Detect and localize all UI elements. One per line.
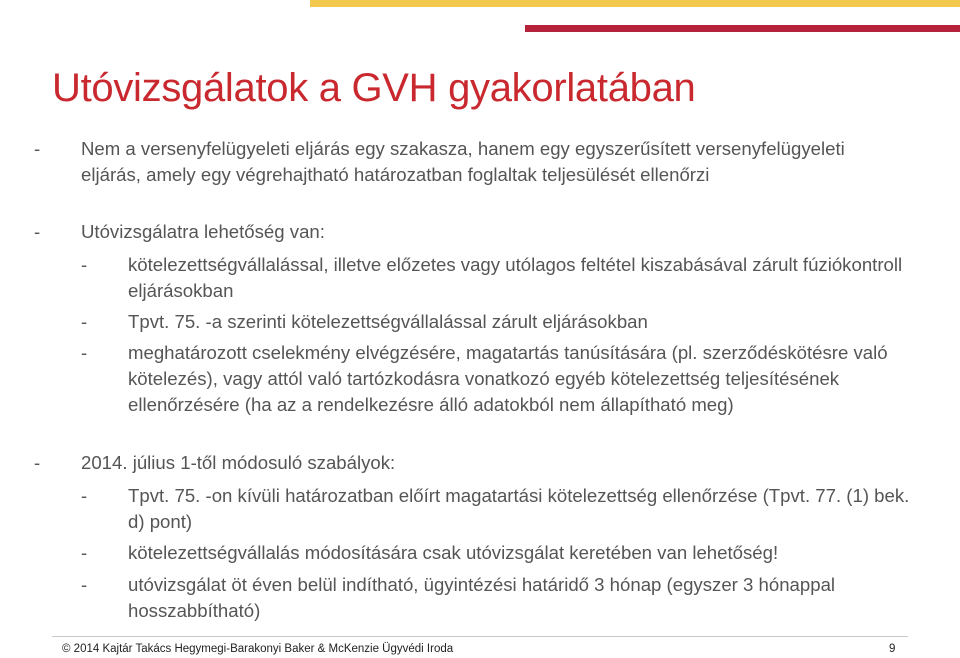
bullet-dash: -: [81, 542, 88, 563]
bullet-dash: -: [81, 485, 88, 506]
bullet-text: kötelezettségvállalás módosítására csak utóvizsgálat keretében van lehetőség!: [128, 542, 779, 563]
bullet-dash: -: [81, 254, 88, 275]
page-number: 9: [889, 643, 896, 655]
sub-bullet-item-1: [81, 252, 918, 304]
bullet-text: Tpvt. 75. -on kívüli határozatban előírt magatartási kötelezettség ellenőrzése (Tpvt. 77. (1) bek. d) pont): [128, 485, 910, 532]
top-gold-accent-bar: [310, 0, 960, 7]
sub-bullet-item-4: [81, 483, 928, 535]
bullet-text: kötelezettségvállalással, illetve előzetes vagy utólagos feltétel kiszabásával zárult fúziókontroll eljárásokban: [128, 254, 903, 301]
bullet-text: Utóvizsgálatra lehetőség van:: [81, 221, 325, 242]
bullet-dash: -: [81, 311, 88, 332]
bullet-dash: -: [34, 452, 41, 473]
bullet-text: Tpvt. 75. -a szerinti kötelezettségvállalással zárult eljárásokban: [128, 311, 648, 332]
bullet-item-2: [34, 219, 881, 245]
bullet-dash: -: [81, 342, 88, 363]
bullet-item-3: [34, 450, 881, 476]
sub-bullet-item-2: [81, 309, 928, 335]
sub-bullet-item-5: [81, 540, 928, 566]
bullet-text: utóvizsgálat öt éven belül indítható, ügyintézési határidő 3 hónap (egyszer 3 hónappal hosszabbítható): [128, 574, 836, 621]
bullet-item-1: [34, 136, 881, 188]
slide-title: Utóvizsgálatok a GVH gyakorlatában: [52, 66, 696, 110]
footer-divider: [52, 636, 908, 637]
bullet-dash: -: [34, 138, 41, 159]
sub-bullet-item-3: [81, 340, 888, 418]
footer-copyright: © 2014 Kajtár Takács Hegymegi-Barakonyi Baker & McKenzie Ügyvédi Iroda: [62, 643, 454, 655]
bullet-dash: -: [34, 221, 41, 242]
bullet-text: 2014. július 1-től módosuló szabályok:: [81, 452, 396, 473]
bullet-dash: -: [81, 574, 88, 595]
sub-bullet-item-6: [81, 572, 868, 624]
bullet-text: Nem a versenyfelügyeleti eljárás egy szakasza, hanem egy egyszerűsített versenyfelügyeleti eljárás, amely egy végrehajtható határozatban foglaltak teljesülését ellenőrzi: [81, 138, 845, 185]
top-red-accent-bar: [525, 25, 960, 32]
bullet-text: meghatározott cselekmény elvégzésére, magatartás tanúsítására (pl. szerződéskötésre való kötelezés), vagy attól való tartózkodásra vonatkozó egyéb kötelezettség teljesítésének ellenőrzésére (ha az a rendelkezésre álló adatokból nem állapítható meg): [128, 342, 888, 415]
